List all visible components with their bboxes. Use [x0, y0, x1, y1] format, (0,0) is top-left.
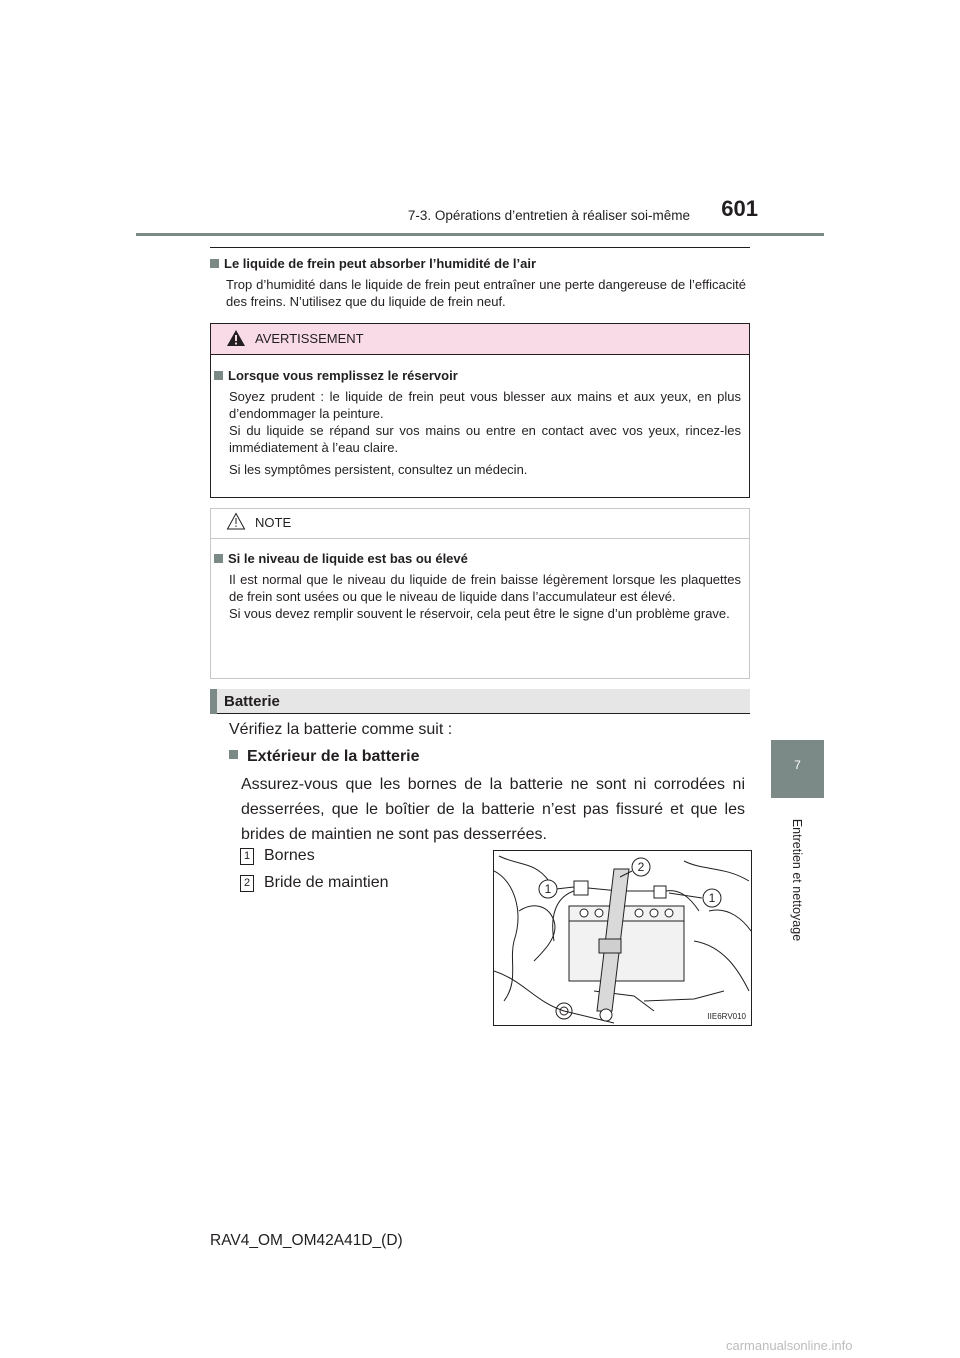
item-number: 1 — [240, 848, 254, 865]
square-bullet-icon — [229, 750, 238, 759]
warning-body — [229, 388, 741, 483]
intro-body: Trop d’humidité dans le liquide de frein peut entraîner une perte dangereuse de l’efficacité des freins. N’utilisez que du liquide de frein neuf. — [226, 277, 746, 309]
battery-figure — [493, 850, 752, 1026]
warning-heading — [214, 368, 744, 383]
callout-label: 1 — [708, 891, 716, 905]
warning-heading-text: Lorsque vous remplissez le réservoir — [228, 368, 458, 383]
note-header — [211, 509, 749, 539]
section-title: 7-3. Opérations d’entretien à réaliser soi-même — [407, 208, 690, 223]
note-body — [229, 571, 741, 622]
square-bullet-icon — [214, 371, 223, 380]
item-label: Bornes — [264, 847, 315, 864]
intro-heading — [210, 256, 750, 271]
intro-heading-text: Le liquide de frein peut absorber l’humidité de l’air — [224, 256, 537, 271]
chapter-title: Entretien et nettoyage — [790, 818, 804, 942]
battery-body: Assurez-vous que les bornes de la batterie ne sont ni corrodées ni desserrées, que le boîtier de la batterie n’est pas fissuré et que les brides de maintien ne sont pas desserrées. — [241, 776, 745, 843]
figure-code: IIE6RV010 — [707, 1012, 746, 1021]
document-id: RAV4_OM_OM42A41D_(D) — [210, 1232, 403, 1249]
chapter-tab[interactable] — [771, 740, 824, 798]
warning-paragraph: Si les symptômes persistent, consultez un médecin. — [229, 462, 528, 477]
item-label: Bride de maintien — [264, 874, 389, 891]
warning-paragraph: Si du liquide se répand sur vos mains ou entre en contact avec vos yeux, rincez-les immédiatement à l’eau claire. — [229, 423, 741, 455]
header-rule — [136, 233, 824, 236]
chapter-title-tab — [771, 800, 824, 960]
caution-triangle-icon — [226, 512, 246, 530]
callout-label: 1 — [544, 882, 552, 896]
battery-sub-heading-text: Extérieur de la batterie — [247, 748, 420, 765]
watermark[interactable]: carmanualsonline.info — [726, 1338, 853, 1353]
battery-illustration — [494, 851, 751, 1025]
note-heading-text: Si le niveau de liquide est bas ou élevé — [228, 551, 468, 566]
note-paragraph: Si vous devez remplir souvent le réservoir, cela peut être le signe d’un problème grave. — [229, 606, 730, 621]
warning-label: AVERTISSEMENT — [255, 331, 364, 346]
page-number: 601 — [721, 196, 758, 221]
square-bullet-icon — [210, 259, 219, 268]
battery-heading-bar — [210, 689, 750, 714]
battery-intro: Vérifiez la batterie comme suit : — [229, 721, 453, 738]
callout-label: 2 — [637, 860, 645, 874]
warning-paragraph: Soyez prudent : le liquide de frein peut vous blesser aux mains et aux yeux, en plus d’endommager la peinture. — [229, 389, 741, 421]
note-heading — [214, 551, 744, 566]
chapter-number: 7 — [794, 758, 801, 772]
warning-triangle-icon — [226, 329, 246, 347]
note-label: NOTE — [255, 515, 292, 530]
note-paragraph: Il est normal que le niveau du liquide de frein baisse légèrement lorsque les plaquettes de frein sont usées ou que le niveau de liquide dans l’accumulateur est élevé. — [229, 572, 741, 604]
battery-sub-heading — [229, 748, 420, 766]
item-number: 2 — [240, 875, 254, 892]
list-item — [240, 847, 315, 865]
list-item — [240, 874, 389, 892]
battery-heading-accent — [210, 689, 217, 714]
intro-rule — [210, 247, 750, 248]
square-bullet-icon — [214, 554, 223, 563]
battery-heading: Batterie — [224, 693, 280, 710]
